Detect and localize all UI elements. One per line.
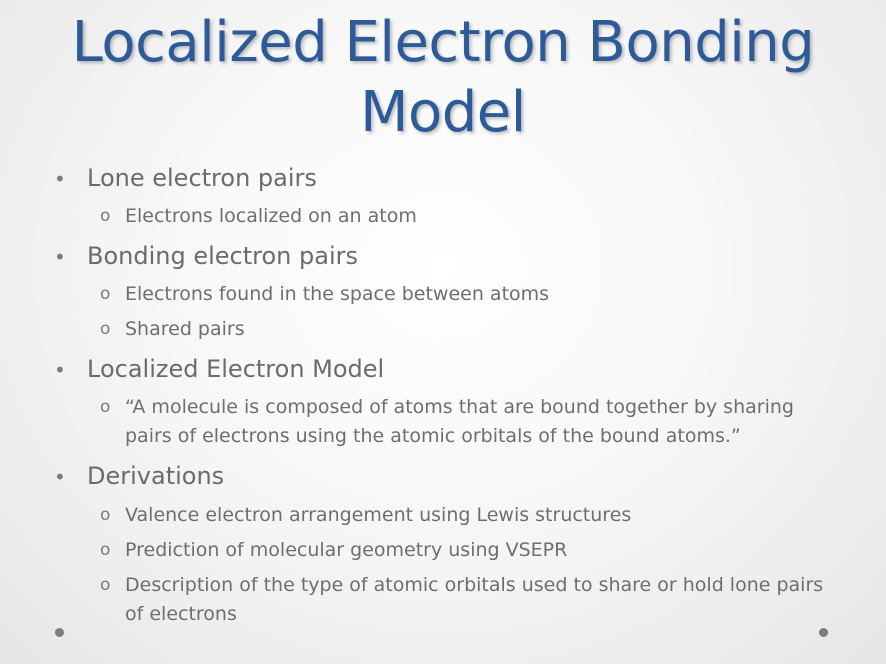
sub-bullet-marker: o — [100, 575, 111, 595]
sub-bullet-text: Valence electron arrangement using Lewis structures — [125, 504, 632, 526]
sub-bullet-marker: o — [100, 319, 111, 339]
bullet-text: Bonding electron pairs — [87, 242, 358, 270]
sub-bullet-text: Description of the type of atomic orbitals used to share or hold lone pairs of electrons — [125, 574, 824, 625]
bullet-marker: • — [54, 465, 66, 489]
bullet-marker: • — [54, 358, 66, 382]
sub-bullet-marker: o — [100, 505, 111, 525]
sub-bullet-item — [100, 393, 835, 451]
sub-bullet-marker: o — [100, 397, 111, 417]
bullet-text: Lone electron pairs — [87, 164, 317, 192]
bullet-text: Derivations — [87, 462, 225, 490]
sub-bullet-marker: o — [100, 284, 111, 304]
bullet-item — [54, 461, 224, 492]
bullet-item — [54, 163, 317, 194]
sub-bullet-marker: o — [100, 206, 111, 226]
slide-title: Localized Electron Bonding Model — [71, 10, 815, 145]
bullet-marker: • — [54, 167, 66, 191]
sub-bullet-item — [100, 202, 835, 231]
sub-bullet-item — [100, 571, 835, 629]
bullet-item — [54, 241, 358, 272]
sub-bullet-item — [100, 501, 835, 530]
sub-bullet-item — [100, 280, 835, 309]
sub-bullet-item — [100, 315, 835, 344]
sub-bullet-text: Prediction of molecular geometry using VSEPR — [125, 539, 568, 561]
bullet-item — [54, 354, 384, 385]
corner-dot-left — [55, 628, 64, 637]
sub-bullet-text: Electrons found in the space between atoms — [125, 283, 550, 305]
sub-bullet-text: Electrons localized on an atom — [125, 205, 417, 227]
sub-bullet-item — [100, 536, 835, 565]
sub-bullet-text: “A molecule is composed of atoms that are bound together by sharing pairs of electrons using the atomic orbitals of the bound atoms.” — [125, 396, 794, 447]
sub-bullet-marker: o — [100, 540, 111, 560]
corner-dot-right — [819, 628, 828, 637]
bullet-marker: • — [54, 245, 66, 269]
sub-bullet-text: Shared pairs — [125, 318, 245, 340]
bullet-text: Localized Electron Model — [87, 355, 385, 383]
